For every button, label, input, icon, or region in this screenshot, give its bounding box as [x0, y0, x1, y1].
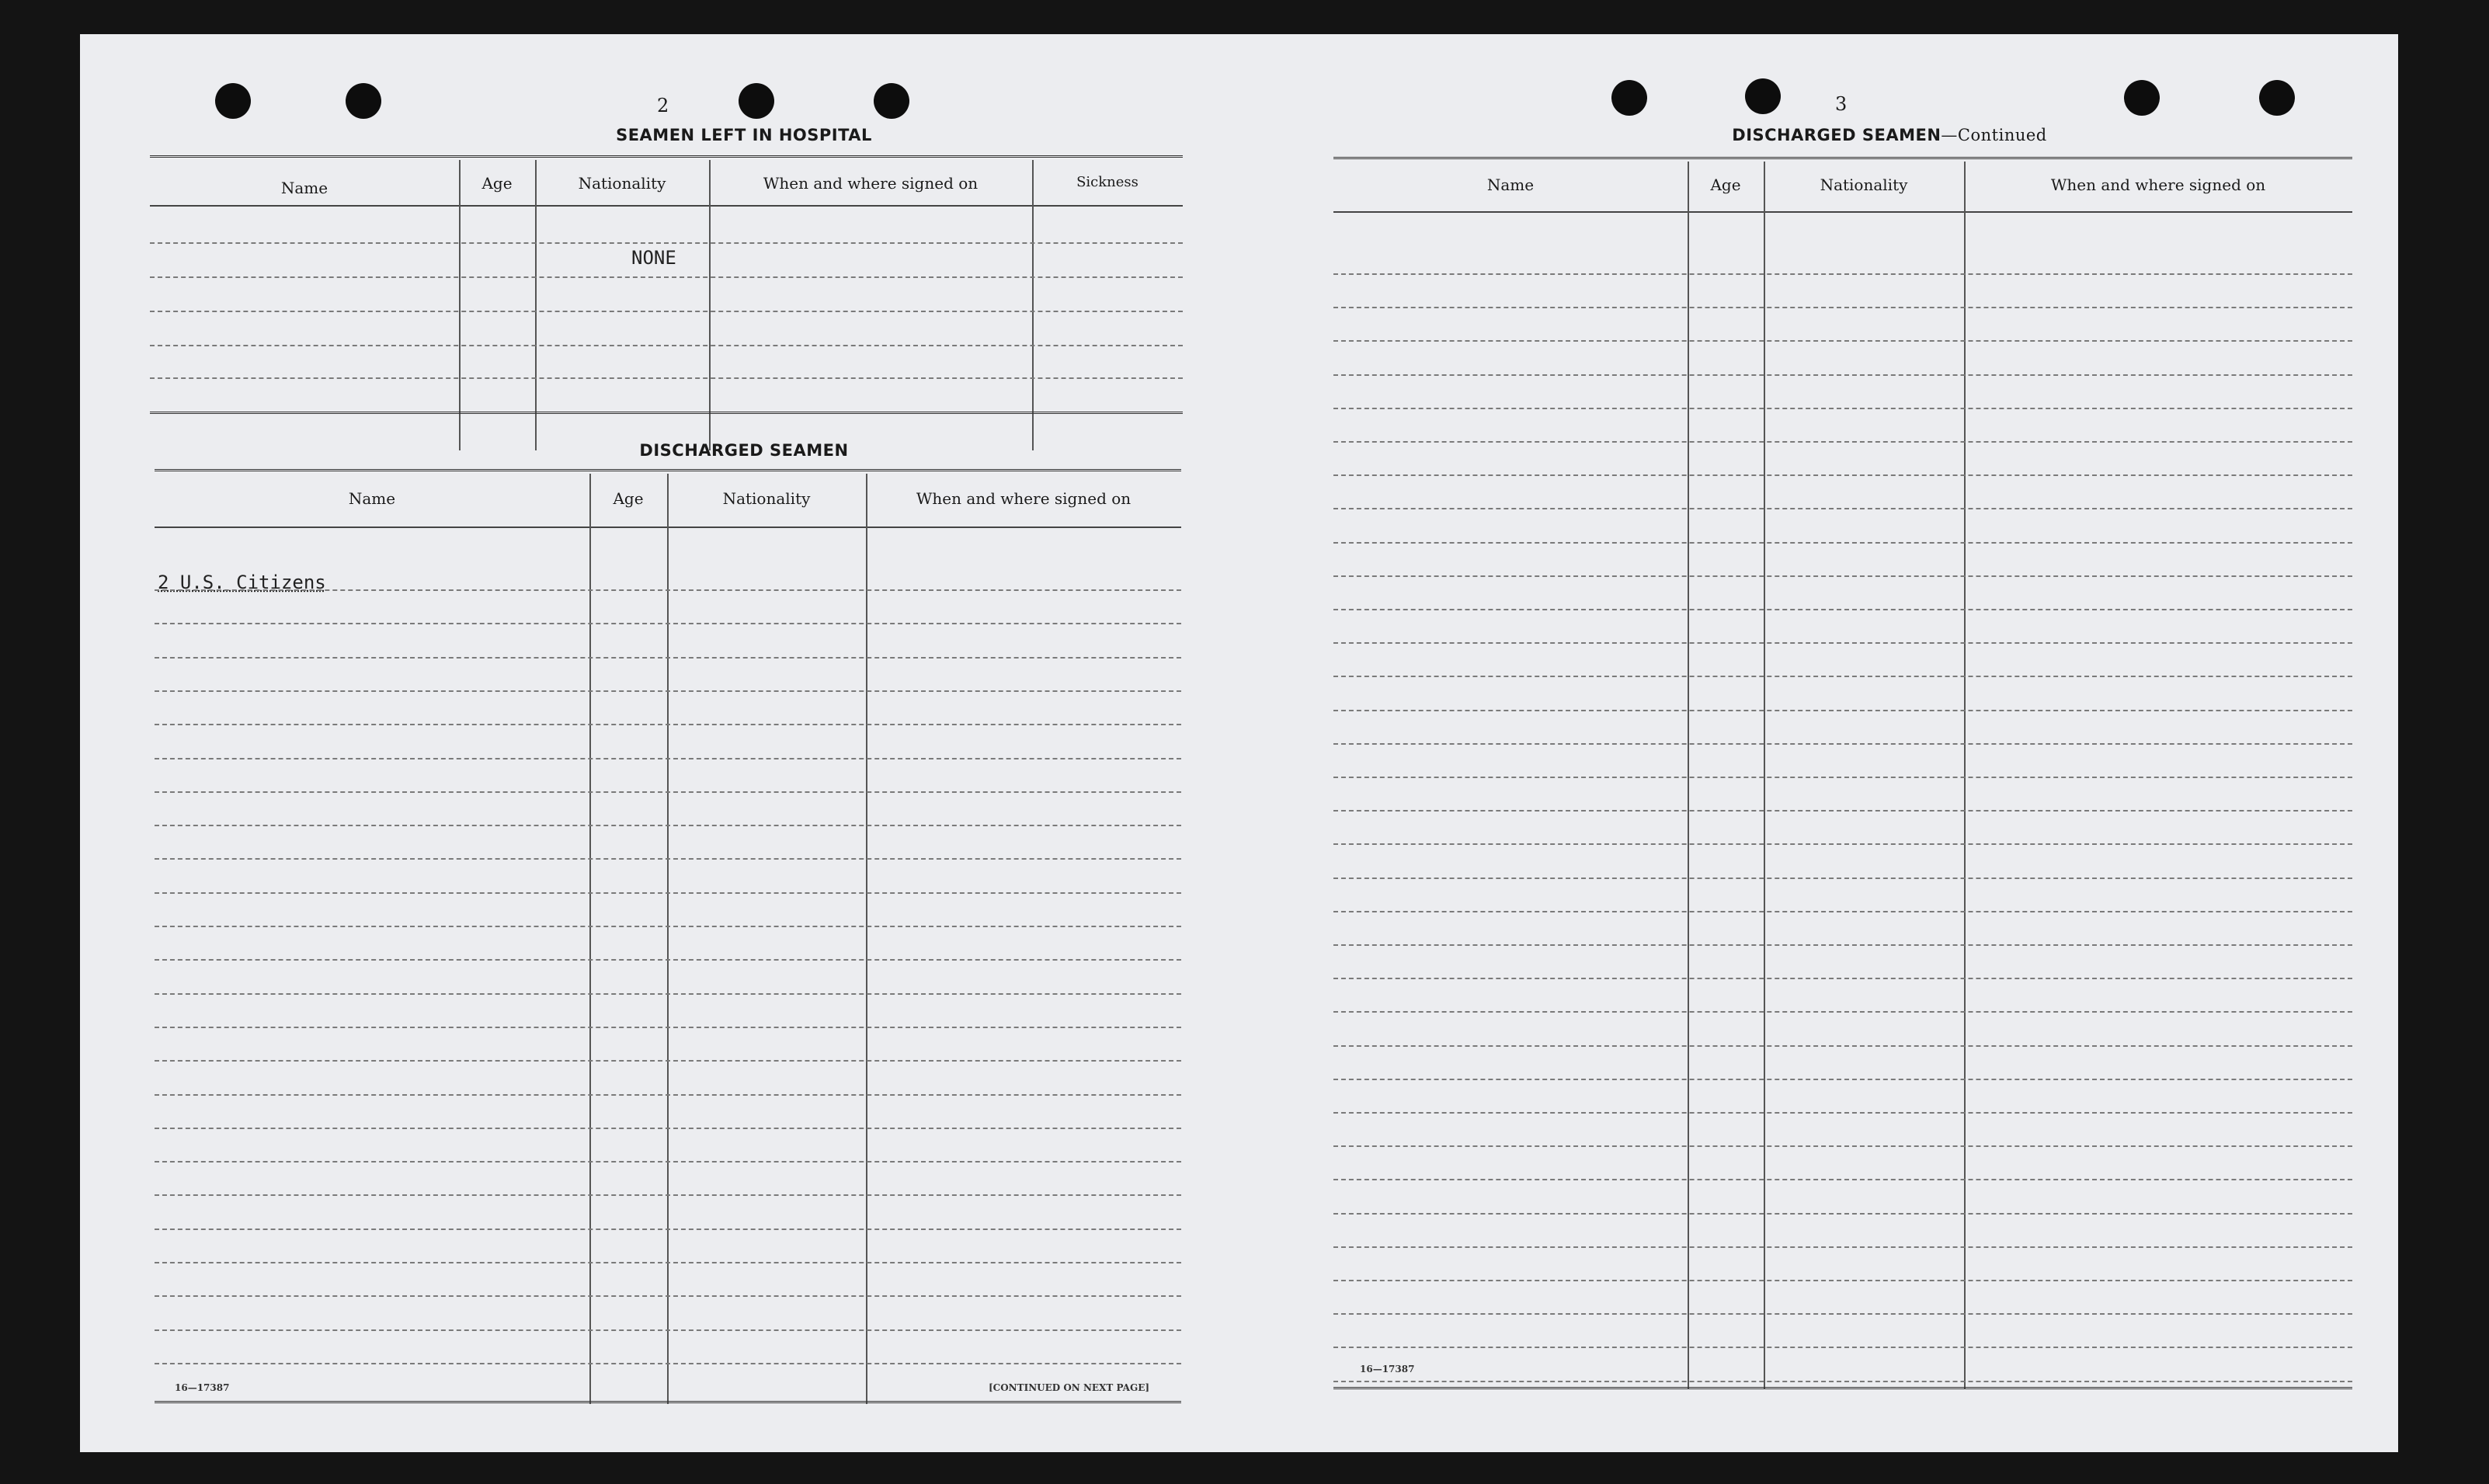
ruled-row-line: [1333, 1045, 2352, 1047]
ruled-row-line: [155, 724, 1181, 725]
hospital-none-entry: NONE: [631, 247, 676, 269]
column-header-signed-on: When and where signed on: [916, 489, 1132, 508]
ruled-row-line: [1333, 978, 2352, 979]
ruled-row-line: [155, 690, 1181, 692]
ruled-row-line: [1333, 408, 2352, 409]
ruled-row-line: [155, 758, 1181, 759]
ruled-row-line: [1333, 1381, 2352, 1382]
punch-hole: [2124, 80, 2160, 116]
ruled-row-line: [1333, 777, 2352, 778]
column-header-nationality: Nationality: [578, 174, 666, 193]
ruled-row-line: [1333, 1280, 2352, 1281]
ruled-row-line: [155, 1194, 1181, 1196]
column-header-nationality: Nationality: [1820, 176, 1908, 194]
ruled-row-line: [155, 589, 1181, 591]
ruled-row-line: [155, 825, 1181, 826]
ruled-row-line: [155, 623, 1181, 624]
page-number-left: 2: [657, 95, 669, 116]
ruled-row-line: [155, 993, 1181, 995]
column-header-signed-on: When and where signed on: [763, 174, 979, 193]
ruled-row-line: [155, 1229, 1181, 1230]
ruled-row-line: [1333, 1213, 2352, 1215]
ruled-row-line: [155, 1295, 1181, 1297]
punch-hole: [346, 83, 381, 119]
hospital-table: [150, 155, 1183, 457]
ruled-row-line: [1333, 1112, 2352, 1114]
hospital-section-title: SEAMEN LEFT IN HOSPITAL: [616, 126, 872, 144]
punch-hole: [2259, 80, 2295, 116]
form-number-right: 16—17387: [1360, 1364, 1415, 1375]
ruled-row-line: [155, 791, 1181, 793]
discharged-continued-table: [1333, 157, 2352, 1396]
document-sheet: [80, 34, 2398, 1452]
ruled-row-line: [155, 858, 1181, 860]
ruled-row-line: [1333, 843, 2352, 845]
ruled-row-line: [1333, 676, 2352, 677]
form-number-left: 16—17387: [175, 1382, 230, 1393]
ruled-row-line: [1333, 1079, 2352, 1080]
ruled-row-line: [155, 1161, 1181, 1163]
punch-hole: [215, 83, 251, 119]
discharged-title-continued: —Continued: [1941, 126, 2047, 144]
ruled-row-line: [1333, 810, 2352, 812]
ruled-row-line: [1333, 1179, 2352, 1180]
column-header-age: Age: [481, 174, 513, 193]
ruled-row-line: [1333, 508, 2352, 509]
ruled-row-line: [1333, 1011, 2352, 1013]
ruled-row-line: [1333, 1313, 2352, 1315]
ruled-row-line: [1333, 542, 2352, 544]
ruled-row-line: [1333, 1347, 2352, 1348]
ruled-row-line: [1333, 307, 2352, 308]
discharged-table: [155, 469, 1181, 1413]
ruled-row-line: [1333, 474, 2352, 476]
punch-hole: [1611, 80, 1647, 116]
ruled-row-line: [1333, 609, 2352, 610]
ruled-row-line: [155, 1027, 1181, 1028]
column-header-name: Name: [1486, 176, 1535, 194]
ruled-row-line: [155, 1262, 1181, 1263]
punch-hole: [1745, 78, 1781, 114]
ruled-row-line: [155, 1094, 1181, 1096]
ruled-row-line: [1333, 1246, 2352, 1248]
ruled-row-line: [1333, 1145, 2352, 1147]
ruled-row-line: [155, 1329, 1181, 1331]
ruled-row-line: [1333, 743, 2352, 745]
column-header-signed-on: When and where signed on: [2050, 176, 2266, 194]
column-header-sickness: Sickness: [1076, 174, 1138, 190]
discharged-continued-title: [1602, 126, 2177, 144]
ruled-row-line: [155, 1128, 1181, 1129]
ruled-row-line: [155, 1060, 1181, 1062]
column-header-age: Age: [1710, 176, 1741, 194]
ruled-row-line: [1333, 374, 2352, 376]
ruled-row-line: [1333, 441, 2352, 443]
ruled-row-line: [155, 892, 1181, 894]
page-number-right: 3: [1835, 93, 1848, 115]
ruled-row-line: [1333, 273, 2352, 275]
discharged-section-title: DISCHARGED SEAMEN: [639, 441, 849, 460]
column-header-name: Name: [280, 179, 329, 197]
ruled-row-line: [1333, 911, 2352, 912]
punch-hole: [739, 83, 774, 119]
continued-note: [CONTINUED ON NEXT PAGE]: [989, 1382, 1150, 1393]
ruled-row-line: [1333, 944, 2352, 946]
ruled-row-line: [1333, 340, 2352, 342]
discharged-title-main: DISCHARGED SEAMEN: [1732, 126, 1941, 144]
ruled-row-line: [155, 657, 1181, 659]
ruled-row-line: [1333, 642, 2352, 644]
ruled-row-line: [155, 926, 1181, 927]
column-header-age: Age: [613, 489, 644, 508]
discharged-entry: 2 U.S. Citizens: [158, 572, 326, 593]
column-header-nationality: Nationality: [722, 489, 811, 508]
ruled-row-line: [155, 1363, 1181, 1364]
punch-hole: [874, 83, 909, 119]
ruled-row-line: [155, 959, 1181, 961]
ruled-row-line: [1333, 575, 2352, 577]
ruled-row-line: [1333, 878, 2352, 879]
ruled-row-line: [1333, 710, 2352, 711]
column-header-name: Name: [348, 489, 396, 508]
